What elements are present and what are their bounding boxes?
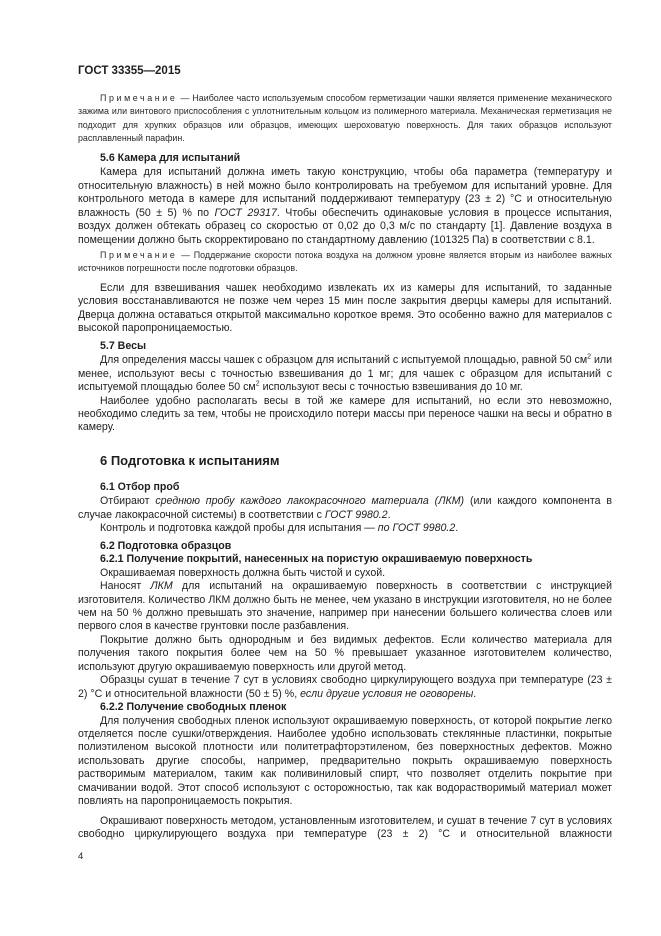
paragraph xyxy=(78,567,612,580)
text-span: используют весы с точностью взвешивания до 10 мг. xyxy=(259,381,523,394)
paragraph xyxy=(78,354,612,394)
paragraph xyxy=(78,634,612,674)
text-span: Если для взвешивания чашек необходимо извлекать их из камеры для испытаний, то заданные условия восстанавливаются не позже чем через 15 мин после закрытия дверцы камеры для испытаний. Дверца должна оставаться открытой максимально короткое время. Это особенно важно для материалов с высокой паропроницаемостью. xyxy=(78,281,612,335)
italic-text: ЛКМ xyxy=(150,580,173,593)
clause-heading xyxy=(78,701,612,714)
paragraph xyxy=(78,282,612,336)
text-span: Наиболее удобно располагать весы в той же камере для испытаний, но если это невозможно, необходимо следить за тем, чтобы не происходило потери массы при переносе чашки на весы и обратно в камеру. xyxy=(78,394,612,434)
paragraph xyxy=(78,715,612,809)
italic-text: по ГОСТ 9980.2 xyxy=(377,522,456,535)
paragraph xyxy=(78,495,612,522)
paragraph xyxy=(78,522,612,535)
text-span: или менее, используют весы с точностью взвешивания до 1 мг; для чашек с образцом для испытаний с испытуемой площадью более 50 см xyxy=(78,354,612,394)
text-span: 6.2.2 Получение свободных пленок xyxy=(100,701,287,714)
text-span: Покрытие должно быть однородным и без видимых дефектов. Если количество материала для получения такого покрытия более чем на 50 % превышает указанное изготовителем количество, используют другую окрашиваемую поверхность или другой метод. xyxy=(78,633,612,673)
paragraph xyxy=(78,166,612,247)
text-span: . xyxy=(387,508,391,521)
text-span: Образцы сушат в течение 7 сут в условиях свободно циркулирующего воздуха при температуре (23 ± 2) °С и относительной влажности (50 ± 5) %, xyxy=(78,674,612,700)
text-span: . xyxy=(455,522,459,535)
text-span: 6.2.1 Получение покрытий, нанесенных на пористую окрашиваемую поверхность xyxy=(100,553,533,566)
text-span: 6.1 Отбор проб xyxy=(100,480,180,493)
note xyxy=(78,249,612,276)
document-header: ГОСТ 33355—2015 xyxy=(78,65,181,77)
clause-heading xyxy=(78,553,612,566)
text-span: . xyxy=(473,687,477,700)
subsection-heading xyxy=(78,152,612,165)
text-span: Окрашивают поверхность методом, установленным изготовителем, и сушат в течение 7 сут в условиях свободно циркулирующего воздуха при температуре (23 ± 2) °С и относительной влажности xyxy=(78,814,612,841)
italic-text: если другие условия не оговорены xyxy=(300,687,474,700)
superscript: 2 xyxy=(255,380,260,388)
text-span: 5.7 Весы xyxy=(100,339,147,352)
paragraph xyxy=(78,815,612,842)
text-span: — Наиболее часто используемым способом герметизации чашки является применение механического зажима или винтового приспособления с уплотнительным кольцом из полимерного материала. Механическая герметизация не подходит для хрупких образцов или образцов, имеющих шероховатую поверхность. Для таких образцов используют расплавленный парафин. xyxy=(78,93,612,144)
page-number: 4 xyxy=(78,851,84,862)
subsection-heading xyxy=(78,540,612,553)
document-page xyxy=(78,64,612,842)
text-span: Для получения свободных пленок используют окрашиваемую поверхность, от которой покрытие легко отделяется после сушки/отверждения. Наиболее удобно использовать стеклянные пластинки, покрытые полиэтиленом высокой плотности или политетрафторэтиленом, без поверхностных дефектов. Можно использовать другие способы, например, предварительно покрыть окрашиваемую поверхность растворимым материалом, таким как поливиниловый спирт, что позволяет отделить покрытие при смачивании водой. Этот способ используют с осторожностью, так как водорастворимый материал может повлиять на паропроницаемость покрытия. xyxy=(78,714,612,808)
text-span: 5.6 Камера для испытаний xyxy=(100,151,241,164)
text-span: Камера для испытаний должна иметь такую конструкцию, чтобы оба параметра (температуру и относительную влажность) в ней можно было контролировать на требуемом для испытаний уровне. Для контрольного метода в камере для испытаний поддерживают температуру (23 ± 2) °С и относительную влажность (50 ± 5) % по xyxy=(78,166,612,219)
italic-text: ГОСТ 29317 xyxy=(214,206,277,219)
text-span: — Поддержание скорости потока воздуха на должном уровне является вторым из наиболее важных источников погрешности после подготовки образцов. xyxy=(78,249,612,274)
paragraph xyxy=(78,674,612,701)
subsection-heading xyxy=(78,481,612,494)
text-span: (или каждого компонента в случае лакокрасочной системы) в соответствии с xyxy=(78,495,613,521)
text-span: Окрашиваемая поверхность должна быть чистой и сухой. xyxy=(100,566,386,579)
text-span: Для определения массы чашек с образцом для испытаний с испытуемой площадью, равной 50 см xyxy=(100,354,588,367)
note xyxy=(78,92,612,146)
subsection-heading xyxy=(78,340,612,353)
text-span: 6 Подготовка к испытаниям xyxy=(100,452,280,468)
paragraph xyxy=(78,395,612,435)
paragraph xyxy=(78,580,612,634)
italic-text: среднюю пробу каждого лакокрасочного материала (ЛКМ) xyxy=(155,495,465,508)
text-span: Отбирают xyxy=(100,495,156,508)
text-span: Наносят xyxy=(100,580,151,593)
text-span: . Чтобы обеспечить одинаковые условия в процессе испытания, воздух должен обтекать образец со скоростью от 0,02 до 0,3 м/с по стандарту [1]. Давление воздуха в помещении должно быть скорректировано по стандартному давлению (101325 Па) в соответствии с 8.1. xyxy=(78,206,612,246)
text-span: 6.2 Подготовка образцов xyxy=(100,539,232,552)
italic-text: ГОСТ 9980.2 xyxy=(324,508,388,521)
text-span: Примечание xyxy=(100,249,178,260)
text-span: Контроль и подготовка каждой пробы для испытания — xyxy=(100,522,378,535)
section-heading xyxy=(78,453,612,469)
document-body xyxy=(78,92,612,842)
superscript: 2 xyxy=(587,353,592,361)
text-span: для испытаний на окрашиваемую поверхность в соответствии с инструкцией изготовителя. Количество ЛКМ должно быть не менее, чем указано в инструкции изготовителя, но не более чем на 50 % должно превышать это значение, например при нанесении большего количества слоев или первого слоя в качестве грунтовки после разбавления. xyxy=(78,580,612,633)
text-span: Примечание xyxy=(100,93,178,103)
